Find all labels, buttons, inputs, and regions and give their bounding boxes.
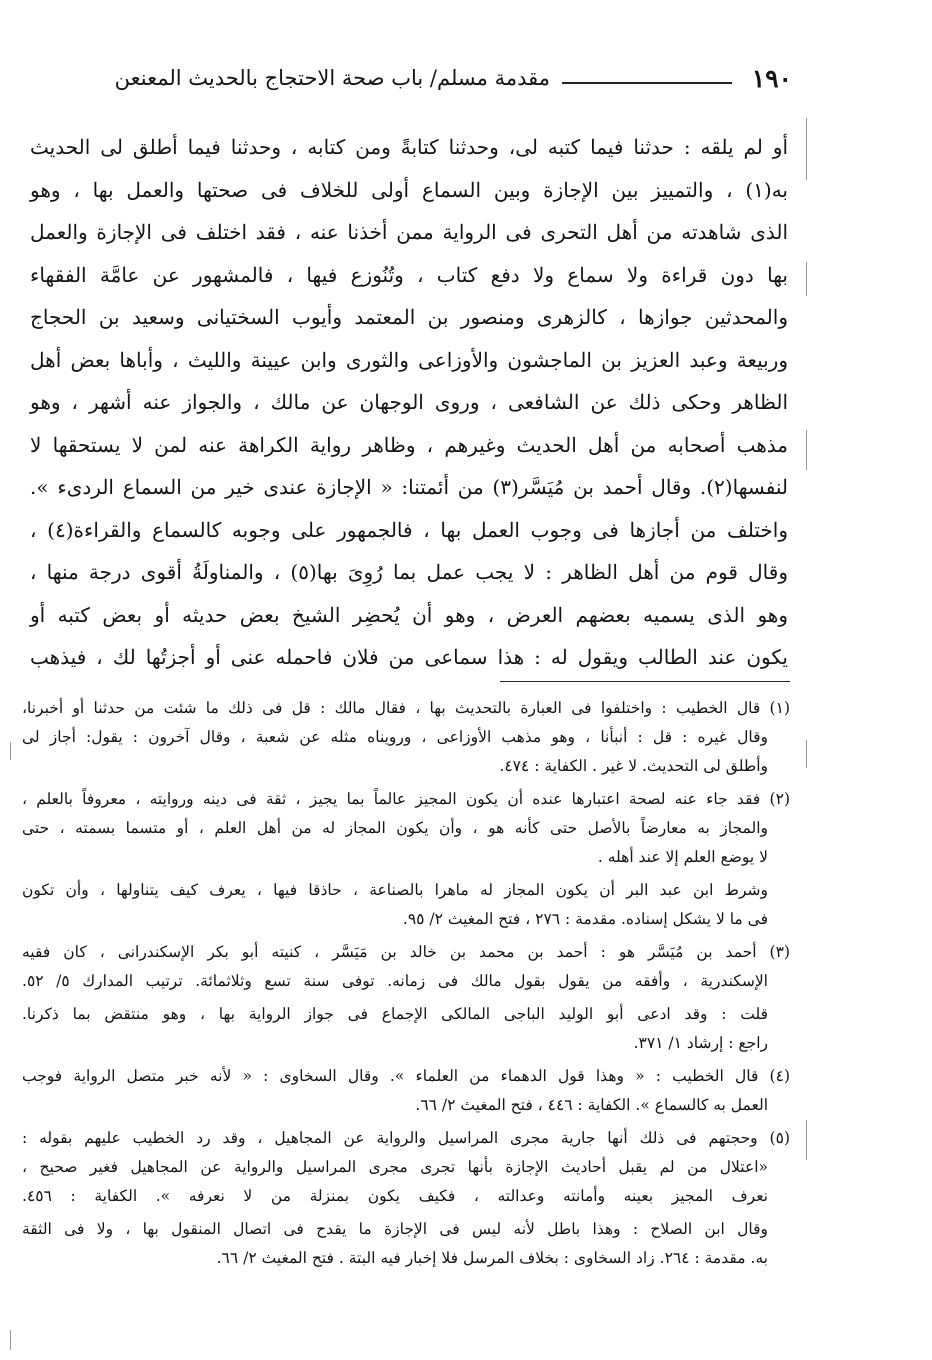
footnote-line: قلت : وقد ادعى أبو الوليد الباجى المالكى الإجماع فى جواز الرواية بها ، وهو منتقض بما ذكرنا. <box>22 1005 768 1023</box>
page-number: ١٩٠ <box>751 64 792 93</box>
text-line: مذهب أصحابه من أهل الحديث وغيرهم ، وظاهر رواية الكراهة عنه لمن لا يستحقها لا <box>30 432 788 457</box>
footnote-line: وقال غيره : قل : أنبأنا ، وهو مذهب الأوزاعى ، ورويناه مثله عن شعبة ، وقال آخرون : يقول: أجاز لى <box>22 728 768 746</box>
footnote-line: والمجاز به معارضاً بالأصل حتى كأنه هو ، وأن يكون المجاز له من أهل العلم ، أو متسما بسمته ، حتى <box>22 819 768 837</box>
footnote-2 <box>22 785 790 872</box>
footnote-line: وقال ابن الصلاح : وهذا باطل لأنه ليس فى الإجازة ما يقدح فى اتصال المنقول بها ، ولا فى الثقة <box>22 1220 768 1238</box>
footnote-5 <box>22 1124 790 1211</box>
text-line: الظاهر وحكى ذلك عن الشافعى ، وروى الوجهان عن مالك ، والجواز عنه أشهر ، وهو <box>30 390 788 414</box>
margin-mark <box>806 740 807 768</box>
header-rule <box>562 82 732 84</box>
footnote-5-continued <box>22 1215 790 1273</box>
margin-mark <box>806 1120 807 1160</box>
margin-mark <box>806 262 807 296</box>
footnote-line: راجع : إرشاد ١/ ٣٧١. <box>633 1034 768 1052</box>
footnote-line: الإسكندرية ، وأفقه من يقول بقول مالك فى زمانه. توفى سنة تسع وثلاثمائة. ترتيب المدارك ٥/ ٥٢. <box>22 972 768 990</box>
footnote-3 <box>22 938 790 996</box>
footnote-4 <box>22 1062 790 1120</box>
text-line: بها دون قراءة ولا سماع ولا دفع كتاب ، وتُنُوزع فيها ، فالمشهور عن عامَّة الفقهاء <box>30 262 788 287</box>
footnotes <box>22 694 790 1273</box>
footnote-1 <box>22 694 790 781</box>
text-line: والمحدثين جوازها ، كالزهرى ومنصور بن المعتمد وأيوب السختيانى وسعيد بن الحجاج <box>30 305 788 329</box>
header-title: مقدمة مسلم/ باب صحة الاحتجاج بالحديث المعنعن <box>114 66 550 90</box>
margin-mark <box>806 118 807 180</box>
text-line: وهو الذى يسميه بعضهم العرض ، وهو أن يُحضِر الشيخ بعض حديثه أو بعض كتبه أو <box>30 602 788 627</box>
text-line: لنفسها(٢). وقال أحمد بن مُيَسَّر(٣) من أئمتنا: « الإجازة عندى خير من السماع الردىء ». <box>30 475 788 499</box>
footnote-separator <box>500 681 790 682</box>
footnote-line: (٢) فقد جاء عنه لصحة اعتبارها عنده أن يكون المجيز عالماً بما يجيز ، ثقة فى دينه وروايته ، معروفاً بالعلم ، <box>22 790 790 808</box>
footnote-line: «اعتلال من لم يقبل أحاديث الإجازة بأنها تجرى مجرى المراسيل والرواية عن المجاهيل فغير صحيح ، <box>22 1158 768 1176</box>
footnote-3-continued <box>22 1000 790 1058</box>
footnote-line: (٤) قال الخطيب : « وهذا قول الدهماء من العلماء ». وقال السخاوى : « لأنه خبر متصل الرواية فوجب <box>22 1067 790 1085</box>
text-line: يكون عند الطالب ويقول له : هذا سماعى من فلان فاحمله عنى أو أجزتُها لك ، فيذهب <box>30 645 788 669</box>
footnote-line: فى ما لا يشكل إسناده. مقدمة : ٢٧٦ ، فتح المغيث ٢/ ٩٥. <box>402 910 768 928</box>
text-line: به(١) ، والتمييز بين الإجازة وبين السماع أولى للخلاف فى صحتها والعمل بها ، وهو <box>30 177 788 202</box>
text-line: الذى شاهدته من أهل التحرى فى الرواية ممن أخذنا عنه ، فقد اختلف فى الإجازة والعمل <box>30 220 788 244</box>
margin-mark <box>10 742 11 760</box>
text-line: أو لم يلقه : حدثنا فيما كتبه لى، وحدثنا كتابةً ومن كتابه ، وحدثنا فيما أطلق لى الحديث <box>30 135 788 159</box>
footnote-line: (٥) وحجتهم فى ذلك أنها جارية مجرى المراسيل والرواية عن المجاهيل ، وقد رد الخطيب عليهم بقوله : <box>22 1129 790 1147</box>
footnote-line: نعرف المجيز بعينه وأمانته وعدالته ، فكيف يكون بمنزلة من لا نعرفه ». الكفاية : ٤٥٦. <box>22 1187 768 1205</box>
footnote-line: العمل به كالسماع ». الكفاية : ٤٤٦ ، فتح المغيث ٢/ ٦٦. <box>415 1096 768 1114</box>
running-header <box>30 62 800 102</box>
text-line: وربيعة وعبد العزيز بن الماجشون والأوزاعى والثورى وابن عيينة والليث ، وأباها بعض أهل <box>30 347 788 372</box>
footnote-line: به. مقدمة : ٢٦٤. زاد السخاوى : بخلاف المرسل فلا إخبار فيه البتة . فتح المغيث ٢/ ٦٦. <box>216 1249 768 1267</box>
margin-mark <box>10 1330 11 1350</box>
footnote-line: (٣) أحمد بن مُيَسَّر هو : أحمد بن محمد بن خالد بن مَيَسَّر ، كنيته أبو بكر الإسكندرانى ، كان فقيه <box>22 943 790 961</box>
footnote-line: لا يوضع العلم إلا عند أهله . <box>597 848 768 866</box>
footnote-line: (١) قال الخطيب : واختلفوا فى العبارة بالتحديث بها ، فقال مالك : قل فى ذلك ما شئت من حدثنا أو أخبرنا، <box>22 699 790 717</box>
margin-mark <box>806 430 807 470</box>
footnote-line: وأطلق لى التحديث. لا غير . الكفاية : ٤٧٤. <box>499 757 768 775</box>
footnote-2-continued <box>22 876 790 934</box>
main-text <box>30 126 788 679</box>
text-line: وقال قوم من أهل الظاهر : لا يجب عمل بما رُوِىَ بها(٥) ، والمناولَةُ أقوى درجة منها ، <box>30 560 788 584</box>
footnote-line: وشرط ابن عبد البر أن يكون المجاز له ماهرا بالصناعة ، حاذقا فيها ، يعرف كيف يتناولها ، وأن تكون <box>22 881 768 899</box>
text-line: واختلف من أجازها فى وجوب العمل بها ، فالجمهور على وجوبه كالسماع والقراءة(٤) ، <box>30 517 788 542</box>
